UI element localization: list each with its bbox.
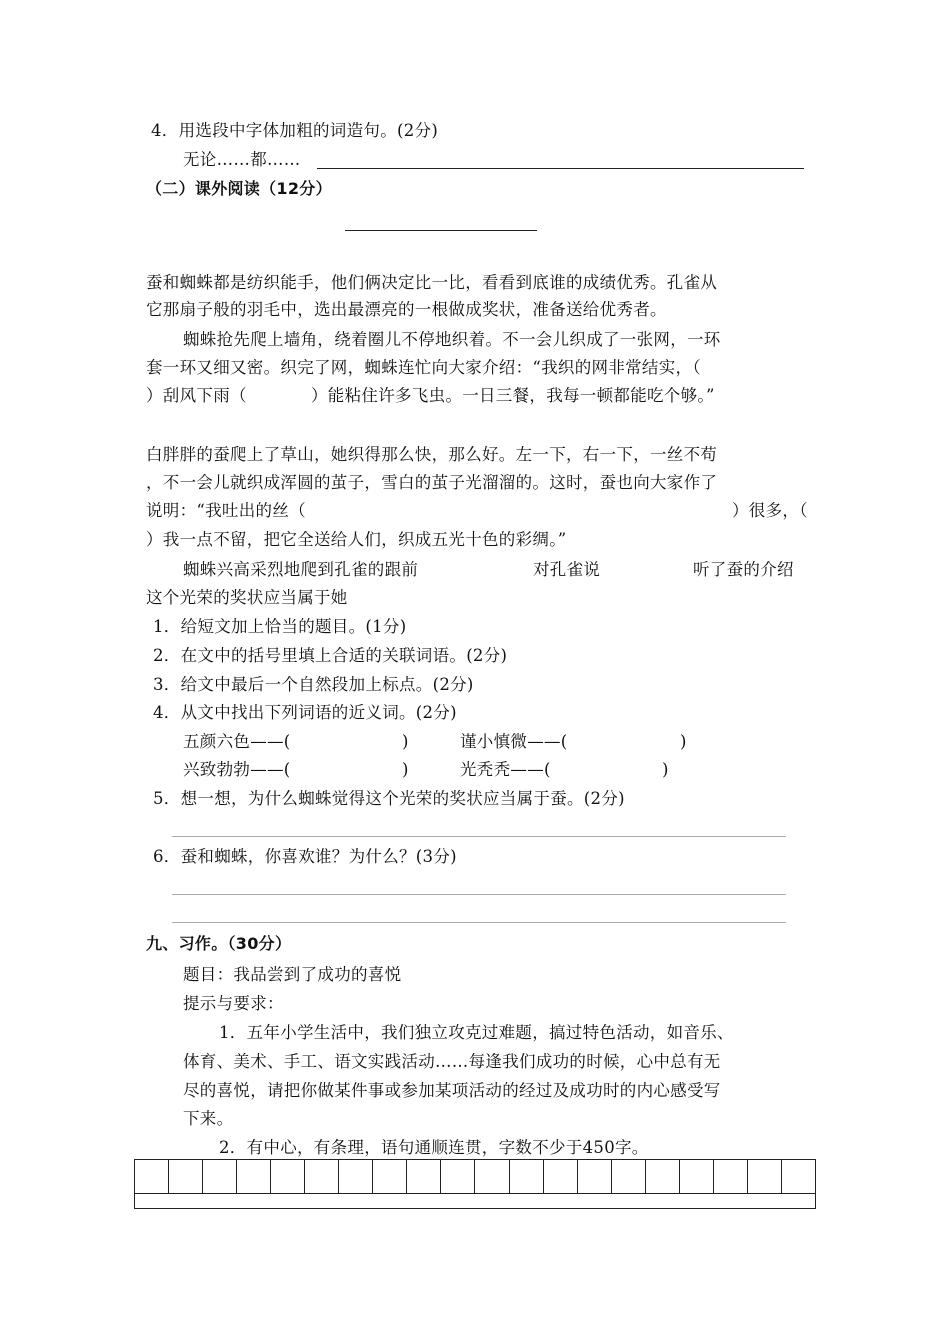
q6-answer-line[interactable]	[172, 922, 786, 923]
grid-cell[interactable]	[271, 1160, 305, 1193]
passage-line: 它那扇子般的羽毛中，选出最漂亮的一根做成奖状，准备送给优秀者。	[146, 300, 667, 319]
q4-answer-line[interactable]	[317, 168, 804, 169]
section2-heading: （二）课外阅读（12分）	[146, 179, 332, 198]
passage-line: 白胖胖的蚕爬上了草山，她织得那么快，那么好。左一下，右一下，一丝不苟	[146, 445, 718, 464]
synonym-item: 兴致勃勃——(	[183, 760, 291, 779]
grid-cell[interactable]	[237, 1160, 271, 1193]
writing-grid[interactable]	[134, 1159, 816, 1209]
requirement-line: 尽的喜悦，请把你做某件事或参加某项活动的经过及成功时的内心感受写	[183, 1081, 721, 1100]
q6-answer-line[interactable]	[172, 894, 786, 895]
composition-title: 题目：我品尝到了成功的喜悦	[183, 965, 402, 984]
grid-cell[interactable]	[169, 1160, 203, 1193]
question-5: 5．想一想，为什么蜘蛛觉得这个光荣的奖状应当属于蚕。(2分)	[153, 789, 625, 808]
grid-cell[interactable]	[646, 1160, 680, 1193]
grid-cell[interactable]	[441, 1160, 475, 1193]
synonym-close: )	[402, 760, 409, 779]
grid-cell[interactable]	[714, 1160, 748, 1193]
q4-sentence-stem: 无论……都……	[183, 150, 301, 169]
passage-line: ）很多，（	[732, 501, 808, 520]
composition-heading: 九、习作。（30分）	[146, 934, 292, 953]
passage-line: 这个光荣的奖状应当属于她	[146, 588, 348, 607]
grid-cell[interactable]	[305, 1160, 339, 1193]
grid-cell[interactable]	[782, 1160, 815, 1193]
passage-line: 蜘蛛兴高采烈地爬到孔雀的跟前	[183, 560, 419, 579]
grid-cell[interactable]	[407, 1160, 441, 1193]
question-1: 1．给短文加上恰当的题目。(1分)	[153, 617, 407, 636]
q4-prompt: 4．用选段中字体加粗的词造句。(2分)	[151, 121, 439, 140]
passage-line: ）我一点不留，把它全送给人们，织成五光十色的彩绸。”	[146, 530, 567, 549]
passage-line: ，不一会儿就织成浑圆的茧子，雪白的茧子光溜溜的。这时，蚕也向大家作了	[146, 473, 718, 492]
grid-cell[interactable]	[373, 1160, 407, 1193]
synonym-close: )	[680, 732, 687, 751]
q5-answer-line[interactable]	[172, 836, 786, 837]
composition-hint: 提示与要求：	[183, 994, 284, 1013]
writing-grid-row	[135, 1160, 815, 1194]
grid-cell[interactable]	[544, 1160, 578, 1193]
grid-cell[interactable]	[680, 1160, 714, 1193]
passage-line: 蜘蛛抢先爬上墙角，绕着圈儿不停地织着。不一会儿织成了一张网，一环	[183, 330, 721, 349]
requirement-line: 2．有中心，有条理，语句通顺连贯，字数不少于450字。	[219, 1138, 649, 1157]
synonym-item: 五颜六色——(	[183, 732, 291, 751]
title-answer-line[interactable]	[345, 230, 537, 231]
synonym-item: 光秃秃——(	[460, 760, 551, 779]
grid-cell[interactable]	[203, 1160, 237, 1193]
grid-cell[interactable]	[339, 1160, 373, 1193]
synonym-close: )	[402, 732, 409, 751]
passage-line: ）刮风下雨（	[146, 386, 247, 405]
passage-line: 套一环又细又密。织完了网，蜘蛛连忙向大家介绍：“我织的网非常结实，（	[146, 358, 701, 377]
question-4: 4．从文中找出下列词语的近义词。(2分)	[153, 703, 457, 722]
requirement-line: 体育、美术、手工、语文实践活动……每逢我们成功的时候，心中总有无	[183, 1052, 721, 1071]
synonym-close: )	[662, 760, 669, 779]
passage-line: 蚕和蜘蛛都是纺织能手，他们俩决定比一比，看看到底谁的成绩优秀。孔雀从	[146, 273, 718, 292]
requirement-line: 下来。	[183, 1109, 234, 1128]
synonym-item: 谨小慎微——(	[460, 732, 568, 751]
passage-line: 听了蚕的介绍	[693, 560, 794, 579]
question-2: 2．在文中的括号里填上合适的关联词语。(2分)	[153, 646, 508, 665]
passage-line: 对孔雀说	[533, 560, 601, 579]
grid-cell[interactable]	[510, 1160, 544, 1193]
grid-cell[interactable]	[578, 1160, 612, 1193]
grid-cell[interactable]	[135, 1160, 169, 1193]
question-6: 6．蚕和蜘蛛，你喜欢谁？为什么？(3分)	[153, 847, 457, 866]
grid-cell[interactable]	[475, 1160, 509, 1193]
grid-cell[interactable]	[612, 1160, 646, 1193]
requirement-line: 1．五年小学生活中，我们独立攻克过难题，搞过特色活动，如音乐、	[219, 1023, 734, 1042]
passage-line: 说明：“我吐出的丝（	[146, 501, 306, 520]
grid-cell[interactable]	[748, 1160, 782, 1193]
passage-line: ）能粘住许多飞虫。一日三餐，我每一顿都能吃个够。”	[311, 386, 715, 405]
question-3: 3．给文中最后一个自然段加上标点。(2分)	[153, 675, 474, 694]
